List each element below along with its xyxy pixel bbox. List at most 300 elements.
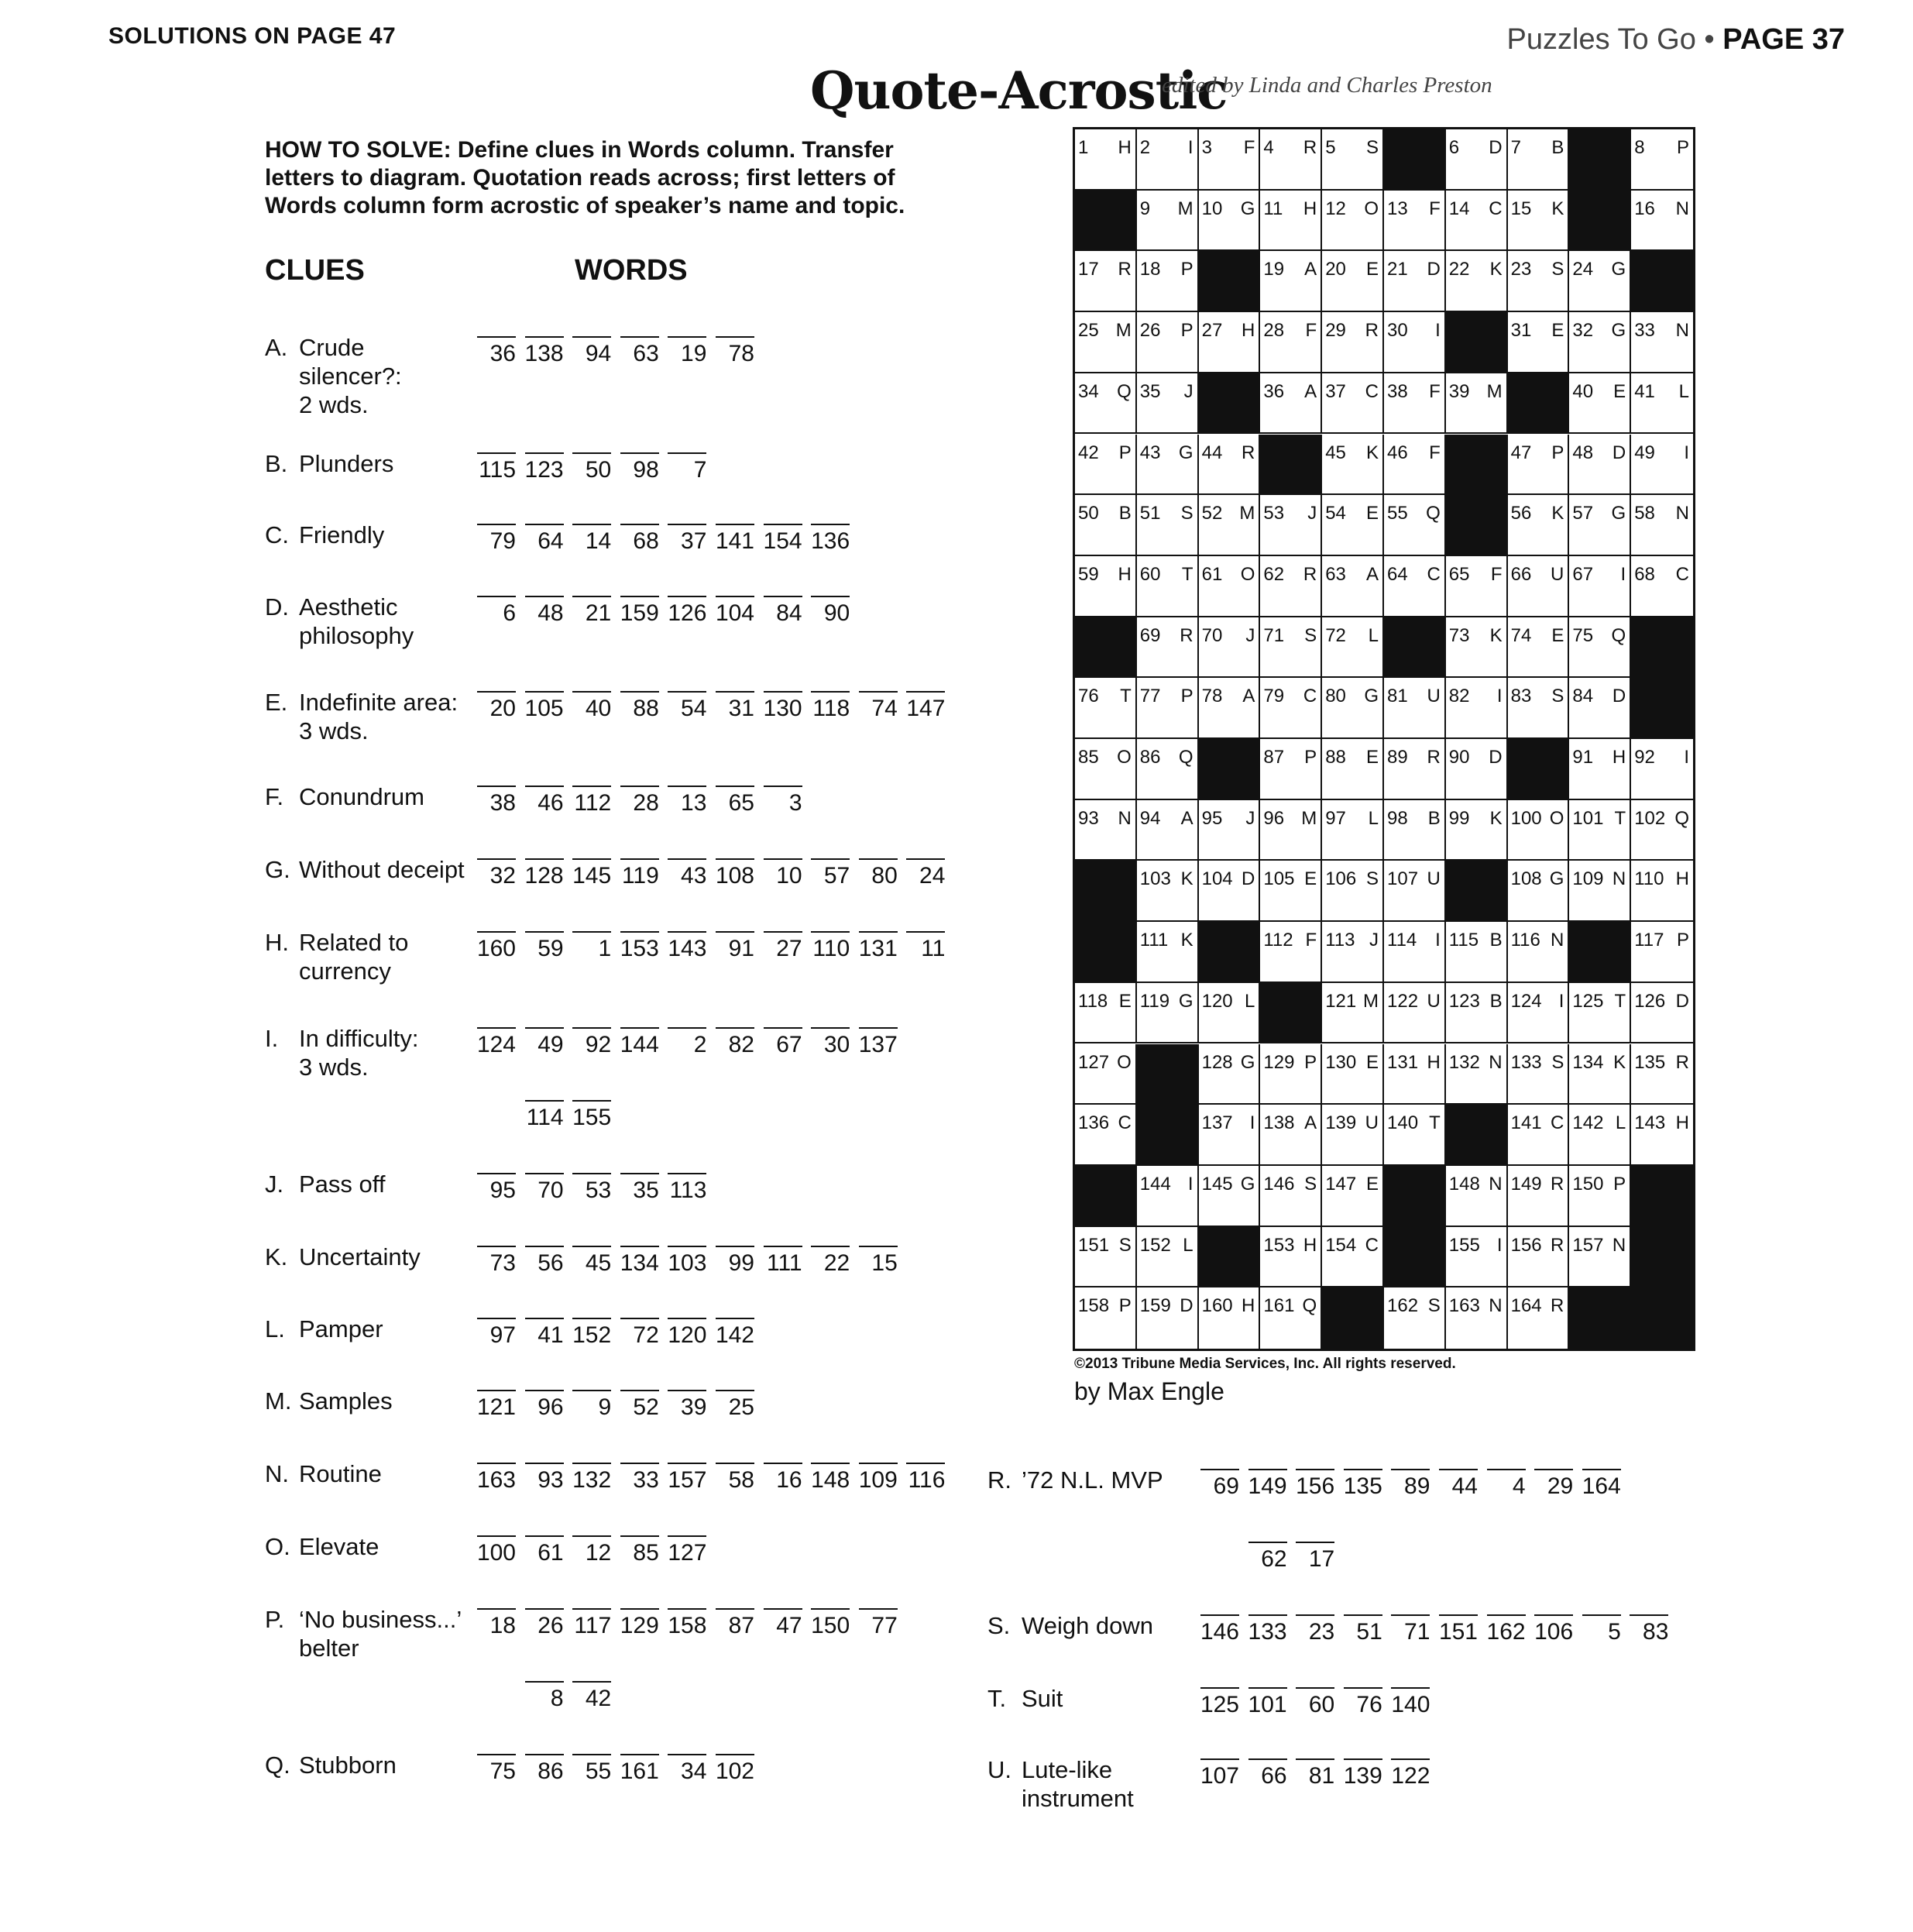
grid-cell[interactable] (1384, 191, 1446, 252)
answer-blank[interactable] (1437, 1456, 1479, 1511)
answer-blank[interactable] (809, 846, 851, 900)
answer-blank[interactable] (619, 1450, 661, 1504)
grid-cell[interactable] (1075, 312, 1137, 373)
grid-cell[interactable] (1446, 922, 1508, 983)
grid-cell[interactable] (1569, 617, 1631, 679)
grid-cell[interactable] (1569, 435, 1631, 496)
grid-cell[interactable] (1569, 1044, 1631, 1105)
grid-cell[interactable] (1631, 129, 1693, 191)
grid-cell[interactable] (1075, 373, 1137, 435)
grid-cell[interactable] (1137, 191, 1199, 252)
answer-blank[interactable] (619, 1596, 661, 1650)
grid-cell[interactable] (1569, 373, 1631, 435)
answer-blank[interactable] (524, 511, 565, 566)
grid-cell[interactable] (1075, 1287, 1137, 1349)
grid-cell[interactable] (1446, 678, 1508, 739)
answer-blank[interactable] (619, 1015, 661, 1069)
grid-cell[interactable] (1137, 800, 1199, 861)
answer-blank[interactable] (476, 583, 517, 638)
answer-blank[interactable] (809, 1450, 851, 1504)
answer-blank[interactable] (571, 1596, 613, 1650)
answer-blank[interactable] (619, 1523, 661, 1577)
grid-cell[interactable] (1260, 1105, 1322, 1166)
answer-blank[interactable] (1342, 1746, 1384, 1800)
grid-cell[interactable] (1137, 251, 1199, 312)
answer-blank[interactable] (524, 1669, 565, 1723)
grid-cell[interactable] (1508, 983, 1570, 1044)
answer-blank[interactable] (1437, 1602, 1479, 1656)
grid-cell[interactable] (1199, 1166, 1261, 1227)
answer-blank[interactable] (1581, 1456, 1623, 1511)
answer-blank[interactable] (524, 324, 565, 378)
grid-cell[interactable] (1075, 1105, 1137, 1166)
answer-blank[interactable] (476, 1596, 517, 1650)
answer-blank[interactable] (714, 583, 756, 638)
grid-cell[interactable] (1384, 739, 1446, 800)
grid-cell[interactable] (1260, 800, 1322, 861)
answer-blank[interactable] (571, 1669, 613, 1723)
answer-blank[interactable] (714, 324, 756, 378)
grid-cell[interactable] (1569, 739, 1631, 800)
answer-blank[interactable] (1247, 1675, 1289, 1729)
answer-blank[interactable] (1294, 1602, 1336, 1656)
grid-cell[interactable] (1075, 1227, 1137, 1288)
answer-blank[interactable] (619, 679, 661, 733)
answer-blank[interactable] (524, 919, 565, 973)
grid-cell[interactable] (1569, 800, 1631, 861)
grid-cell[interactable] (1137, 1166, 1199, 1227)
answer-blank[interactable] (714, 1233, 756, 1287)
answer-blank[interactable] (809, 1596, 851, 1650)
answer-blank[interactable] (1294, 1746, 1336, 1800)
grid-cell[interactable] (1075, 495, 1137, 556)
answer-blank[interactable] (476, 1523, 517, 1577)
grid-cell[interactable] (1569, 861, 1631, 922)
grid-cell[interactable] (1446, 251, 1508, 312)
answer-blank[interactable] (666, 919, 708, 973)
grid-cell[interactable] (1631, 556, 1693, 617)
grid-cell[interactable] (1137, 435, 1199, 496)
grid-cell[interactable] (1384, 983, 1446, 1044)
answer-blank[interactable] (905, 679, 946, 733)
answer-blank[interactable] (714, 1450, 756, 1504)
grid-cell[interactable] (1508, 922, 1570, 983)
answer-blank[interactable] (1389, 1602, 1431, 1656)
grid-cell[interactable] (1322, 495, 1384, 556)
grid-cell[interactable] (1137, 983, 1199, 1044)
answer-blank[interactable] (857, 1015, 899, 1069)
grid-cell[interactable] (1508, 678, 1570, 739)
grid-cell[interactable] (1322, 1166, 1384, 1227)
grid-cell[interactable] (1260, 495, 1322, 556)
grid-cell[interactable] (1137, 1287, 1199, 1349)
grid-cell[interactable] (1260, 922, 1322, 983)
grid-cell[interactable] (1384, 1287, 1446, 1349)
grid-cell[interactable] (1075, 983, 1137, 1044)
grid-cell[interactable] (1384, 678, 1446, 739)
answer-blank[interactable] (714, 511, 756, 566)
grid-cell[interactable] (1137, 373, 1199, 435)
answer-blank[interactable] (762, 1233, 804, 1287)
grid-cell[interactable] (1260, 1166, 1322, 1227)
grid-cell[interactable] (1199, 312, 1261, 373)
grid-cell[interactable] (1508, 1227, 1570, 1288)
grid-cell[interactable] (1446, 739, 1508, 800)
grid-cell[interactable] (1075, 800, 1137, 861)
grid-cell[interactable] (1569, 983, 1631, 1044)
answer-blank[interactable] (524, 679, 565, 733)
answer-blank[interactable] (619, 511, 661, 566)
grid-cell[interactable] (1446, 617, 1508, 679)
answer-blank[interactable] (857, 919, 899, 973)
answer-blank[interactable] (571, 324, 613, 378)
answer-blank[interactable] (666, 1450, 708, 1504)
grid-cell[interactable] (1569, 1166, 1631, 1227)
grid-cell[interactable] (1322, 129, 1384, 191)
answer-blank[interactable] (762, 1596, 804, 1650)
grid-cell[interactable] (1384, 556, 1446, 617)
grid-cell[interactable] (1260, 617, 1322, 679)
answer-blank[interactable] (809, 679, 851, 733)
grid-cell[interactable] (1631, 191, 1693, 252)
grid-cell[interactable] (1199, 556, 1261, 617)
answer-blank[interactable] (524, 1015, 565, 1069)
grid-cell[interactable] (1322, 617, 1384, 679)
grid-cell[interactable] (1137, 861, 1199, 922)
grid-cell[interactable] (1322, 983, 1384, 1044)
answer-blank[interactable] (1199, 1746, 1241, 1800)
grid-cell[interactable] (1569, 556, 1631, 617)
answer-blank[interactable] (476, 1377, 517, 1432)
grid-cell[interactable] (1199, 1044, 1261, 1105)
grid-cell[interactable] (1199, 861, 1261, 922)
answer-blank[interactable] (619, 1160, 661, 1215)
grid-cell[interactable] (1322, 800, 1384, 861)
answer-blank[interactable] (571, 1160, 613, 1215)
answer-blank[interactable] (1247, 1746, 1289, 1800)
answer-blank[interactable] (809, 1015, 851, 1069)
grid-cell[interactable] (1446, 191, 1508, 252)
grid-cell[interactable] (1260, 312, 1322, 373)
answer-blank[interactable] (1389, 1456, 1431, 1511)
grid-cell[interactable] (1075, 739, 1137, 800)
grid-cell[interactable] (1508, 800, 1570, 861)
answer-blank[interactable] (666, 1596, 708, 1650)
grid-cell[interactable] (1322, 861, 1384, 922)
grid-cell[interactable] (1508, 861, 1570, 922)
grid-cell[interactable] (1446, 1287, 1508, 1349)
grid-cell[interactable] (1446, 983, 1508, 1044)
answer-blank[interactable] (666, 1233, 708, 1287)
grid-cell[interactable] (1137, 556, 1199, 617)
grid-cell[interactable] (1569, 251, 1631, 312)
answer-blank[interactable] (571, 1305, 613, 1360)
grid-cell[interactable] (1137, 922, 1199, 983)
grid-cell[interactable] (1569, 312, 1631, 373)
answer-blank[interactable] (571, 583, 613, 638)
answer-blank[interactable] (1533, 1602, 1575, 1656)
answer-blank[interactable] (1342, 1602, 1384, 1656)
grid-cell[interactable] (1384, 373, 1446, 435)
grid-cell[interactable] (1446, 373, 1508, 435)
grid-cell[interactable] (1260, 1044, 1322, 1105)
grid-cell[interactable] (1137, 739, 1199, 800)
grid-cell[interactable] (1508, 556, 1570, 617)
grid-cell[interactable] (1631, 922, 1693, 983)
grid-cell[interactable] (1508, 251, 1570, 312)
answer-blank[interactable] (1247, 1456, 1289, 1511)
answer-blank[interactable] (524, 1160, 565, 1215)
grid-cell[interactable] (1199, 800, 1261, 861)
answer-blank[interactable] (619, 1233, 661, 1287)
answer-blank[interactable] (762, 511, 804, 566)
grid-cell[interactable] (1631, 495, 1693, 556)
answer-blank[interactable] (524, 583, 565, 638)
answer-blank[interactable] (666, 1305, 708, 1360)
answer-blank[interactable] (476, 846, 517, 900)
answer-blank[interactable] (905, 919, 946, 973)
grid-cell[interactable] (1322, 678, 1384, 739)
grid-cell[interactable] (1631, 1105, 1693, 1166)
answer-blank[interactable] (524, 1088, 565, 1142)
grid-cell[interactable] (1322, 1105, 1384, 1166)
answer-blank[interactable] (857, 1596, 899, 1650)
grid-cell[interactable] (1384, 495, 1446, 556)
answer-blank[interactable] (476, 1305, 517, 1360)
grid-cell[interactable] (1199, 678, 1261, 739)
answer-blank[interactable] (714, 919, 756, 973)
grid-cell[interactable] (1384, 800, 1446, 861)
answer-blank[interactable] (619, 1305, 661, 1360)
grid-cell[interactable] (1508, 1287, 1570, 1349)
answer-blank[interactable] (809, 919, 851, 973)
grid-cell[interactable] (1508, 1105, 1570, 1166)
answer-blank[interactable] (905, 1450, 946, 1504)
grid-cell[interactable] (1631, 739, 1693, 800)
grid-cell[interactable] (1631, 435, 1693, 496)
grid-cell[interactable] (1508, 191, 1570, 252)
grid-cell[interactable] (1508, 1166, 1570, 1227)
grid-cell[interactable] (1508, 1044, 1570, 1105)
answer-blank[interactable] (476, 511, 517, 566)
grid-cell[interactable] (1075, 678, 1137, 739)
grid-cell[interactable] (1199, 129, 1261, 191)
grid-cell[interactable] (1508, 495, 1570, 556)
answer-blank[interactable] (476, 1160, 517, 1215)
answer-blank[interactable] (619, 1377, 661, 1432)
answer-blank[interactable] (1294, 1456, 1336, 1511)
answer-blank[interactable] (714, 773, 756, 827)
grid-cell[interactable] (1446, 556, 1508, 617)
answer-blank[interactable] (476, 1015, 517, 1069)
answer-blank[interactable] (714, 1596, 756, 1650)
answer-blank[interactable] (714, 1305, 756, 1360)
answer-blank[interactable] (666, 1523, 708, 1577)
answer-blank[interactable] (762, 679, 804, 733)
answer-blank[interactable] (571, 1233, 613, 1287)
grid-cell[interactable] (1631, 861, 1693, 922)
answer-blank[interactable] (762, 1015, 804, 1069)
answer-blank[interactable] (524, 1233, 565, 1287)
answer-blank[interactable] (524, 1523, 565, 1577)
answer-blank[interactable] (476, 1450, 517, 1504)
answer-blank[interactable] (666, 846, 708, 900)
answer-blank[interactable] (524, 1596, 565, 1650)
answer-blank[interactable] (762, 773, 804, 827)
answer-blank[interactable] (524, 440, 565, 494)
grid-cell[interactable] (1322, 191, 1384, 252)
grid-cell[interactable] (1322, 373, 1384, 435)
grid-cell[interactable] (1075, 435, 1137, 496)
answer-blank[interactable] (1199, 1602, 1241, 1656)
answer-blank[interactable] (571, 1015, 613, 1069)
grid-cell[interactable] (1137, 678, 1199, 739)
grid-cell[interactable] (1260, 1227, 1322, 1288)
answer-blank[interactable] (571, 440, 613, 494)
answer-blank[interactable] (1342, 1456, 1384, 1511)
answer-blank[interactable] (666, 1741, 708, 1796)
grid-cell[interactable] (1384, 861, 1446, 922)
answer-blank[interactable] (1628, 1602, 1670, 1656)
answer-blank[interactable] (1581, 1602, 1623, 1656)
grid-cell[interactable] (1631, 373, 1693, 435)
answer-blank[interactable] (619, 583, 661, 638)
grid-cell[interactable] (1569, 1105, 1631, 1166)
answer-blank[interactable] (619, 440, 661, 494)
answer-blank[interactable] (619, 773, 661, 827)
grid-cell[interactable] (1446, 1227, 1508, 1288)
answer-blank[interactable] (666, 511, 708, 566)
grid-cell[interactable] (1446, 800, 1508, 861)
grid-cell[interactable] (1260, 678, 1322, 739)
grid-cell[interactable] (1322, 251, 1384, 312)
answer-blank[interactable] (1533, 1456, 1575, 1511)
answer-blank[interactable] (1199, 1456, 1241, 1511)
answer-blank[interactable] (1485, 1456, 1527, 1511)
grid-cell[interactable] (1631, 800, 1693, 861)
answer-blank[interactable] (809, 1233, 851, 1287)
answer-blank[interactable] (1389, 1675, 1431, 1729)
answer-blank[interactable] (476, 1233, 517, 1287)
grid-cell[interactable] (1260, 251, 1322, 312)
answer-blank[interactable] (714, 1377, 756, 1432)
answer-blank[interactable] (809, 583, 851, 638)
grid-cell[interactable] (1260, 191, 1322, 252)
answer-blank[interactable] (1199, 1675, 1241, 1729)
answer-blank[interactable] (619, 919, 661, 973)
answer-blank[interactable] (762, 919, 804, 973)
answer-blank[interactable] (1342, 1675, 1384, 1729)
answer-blank[interactable] (571, 1523, 613, 1577)
grid-cell[interactable] (1384, 312, 1446, 373)
grid-cell[interactable] (1322, 435, 1384, 496)
grid-cell[interactable] (1199, 495, 1261, 556)
answer-blank[interactable] (476, 324, 517, 378)
answer-blank[interactable] (714, 1741, 756, 1796)
answer-blank[interactable] (666, 773, 708, 827)
grid-cell[interactable] (1322, 312, 1384, 373)
grid-cell[interactable] (1075, 129, 1137, 191)
grid-cell[interactable] (1508, 435, 1570, 496)
grid-cell[interactable] (1446, 129, 1508, 191)
answer-blank[interactable] (524, 1450, 565, 1504)
grid-cell[interactable] (1137, 617, 1199, 679)
answer-blank[interactable] (571, 511, 613, 566)
answer-blank[interactable] (762, 583, 804, 638)
answer-blank[interactable] (714, 679, 756, 733)
grid-cell[interactable] (1508, 617, 1570, 679)
answer-blank[interactable] (1247, 1602, 1289, 1656)
answer-blank[interactable] (571, 1450, 613, 1504)
grid-cell[interactable] (1446, 1044, 1508, 1105)
answer-blank[interactable] (524, 1741, 565, 1796)
grid-cell[interactable] (1384, 1044, 1446, 1105)
answer-blank[interactable] (619, 846, 661, 900)
grid-cell[interactable] (1322, 1227, 1384, 1288)
grid-cell[interactable] (1199, 435, 1261, 496)
grid-cell[interactable] (1322, 739, 1384, 800)
grid-cell[interactable] (1199, 191, 1261, 252)
answer-blank[interactable] (524, 846, 565, 900)
grid-cell[interactable] (1260, 861, 1322, 922)
answer-blank[interactable] (857, 1233, 899, 1287)
grid-cell[interactable] (1075, 251, 1137, 312)
grid-cell[interactable] (1631, 1044, 1693, 1105)
answer-blank[interactable] (476, 679, 517, 733)
answer-blank[interactable] (666, 324, 708, 378)
grid-cell[interactable] (1446, 1166, 1508, 1227)
answer-blank[interactable] (857, 679, 899, 733)
grid-cell[interactable] (1075, 556, 1137, 617)
answer-blank[interactable] (666, 1015, 708, 1069)
grid-cell[interactable] (1384, 435, 1446, 496)
grid-cell[interactable] (1260, 1287, 1322, 1349)
answer-blank[interactable] (1294, 1529, 1336, 1583)
grid-cell[interactable] (1260, 556, 1322, 617)
grid-cell[interactable] (1199, 1287, 1261, 1349)
grid-cell[interactable] (1384, 1105, 1446, 1166)
answer-blank[interactable] (666, 1377, 708, 1432)
grid-cell[interactable] (1322, 556, 1384, 617)
grid-cell[interactable] (1384, 251, 1446, 312)
answer-blank[interactable] (571, 1088, 613, 1142)
grid-cell[interactable] (1137, 312, 1199, 373)
grid-cell[interactable] (1260, 739, 1322, 800)
answer-blank[interactable] (571, 773, 613, 827)
answer-blank[interactable] (476, 440, 517, 494)
grid-cell[interactable] (1569, 678, 1631, 739)
answer-blank[interactable] (714, 1015, 756, 1069)
grid-cell[interactable] (1508, 312, 1570, 373)
answer-blank[interactable] (476, 773, 517, 827)
answer-blank[interactable] (524, 1377, 565, 1432)
answer-blank[interactable] (619, 1741, 661, 1796)
answer-blank[interactable] (666, 1160, 708, 1215)
answer-blank[interactable] (1389, 1746, 1431, 1800)
answer-blank[interactable] (762, 846, 804, 900)
answer-blank[interactable] (666, 583, 708, 638)
grid-cell[interactable] (1137, 129, 1199, 191)
grid-cell[interactable] (1260, 129, 1322, 191)
answer-blank[interactable] (476, 919, 517, 973)
grid-cell[interactable] (1199, 617, 1261, 679)
grid-cell[interactable] (1137, 495, 1199, 556)
answer-blank[interactable] (666, 440, 708, 494)
answer-blank[interactable] (524, 773, 565, 827)
answer-blank[interactable] (762, 1450, 804, 1504)
answer-blank[interactable] (571, 679, 613, 733)
grid-cell[interactable] (1508, 129, 1570, 191)
